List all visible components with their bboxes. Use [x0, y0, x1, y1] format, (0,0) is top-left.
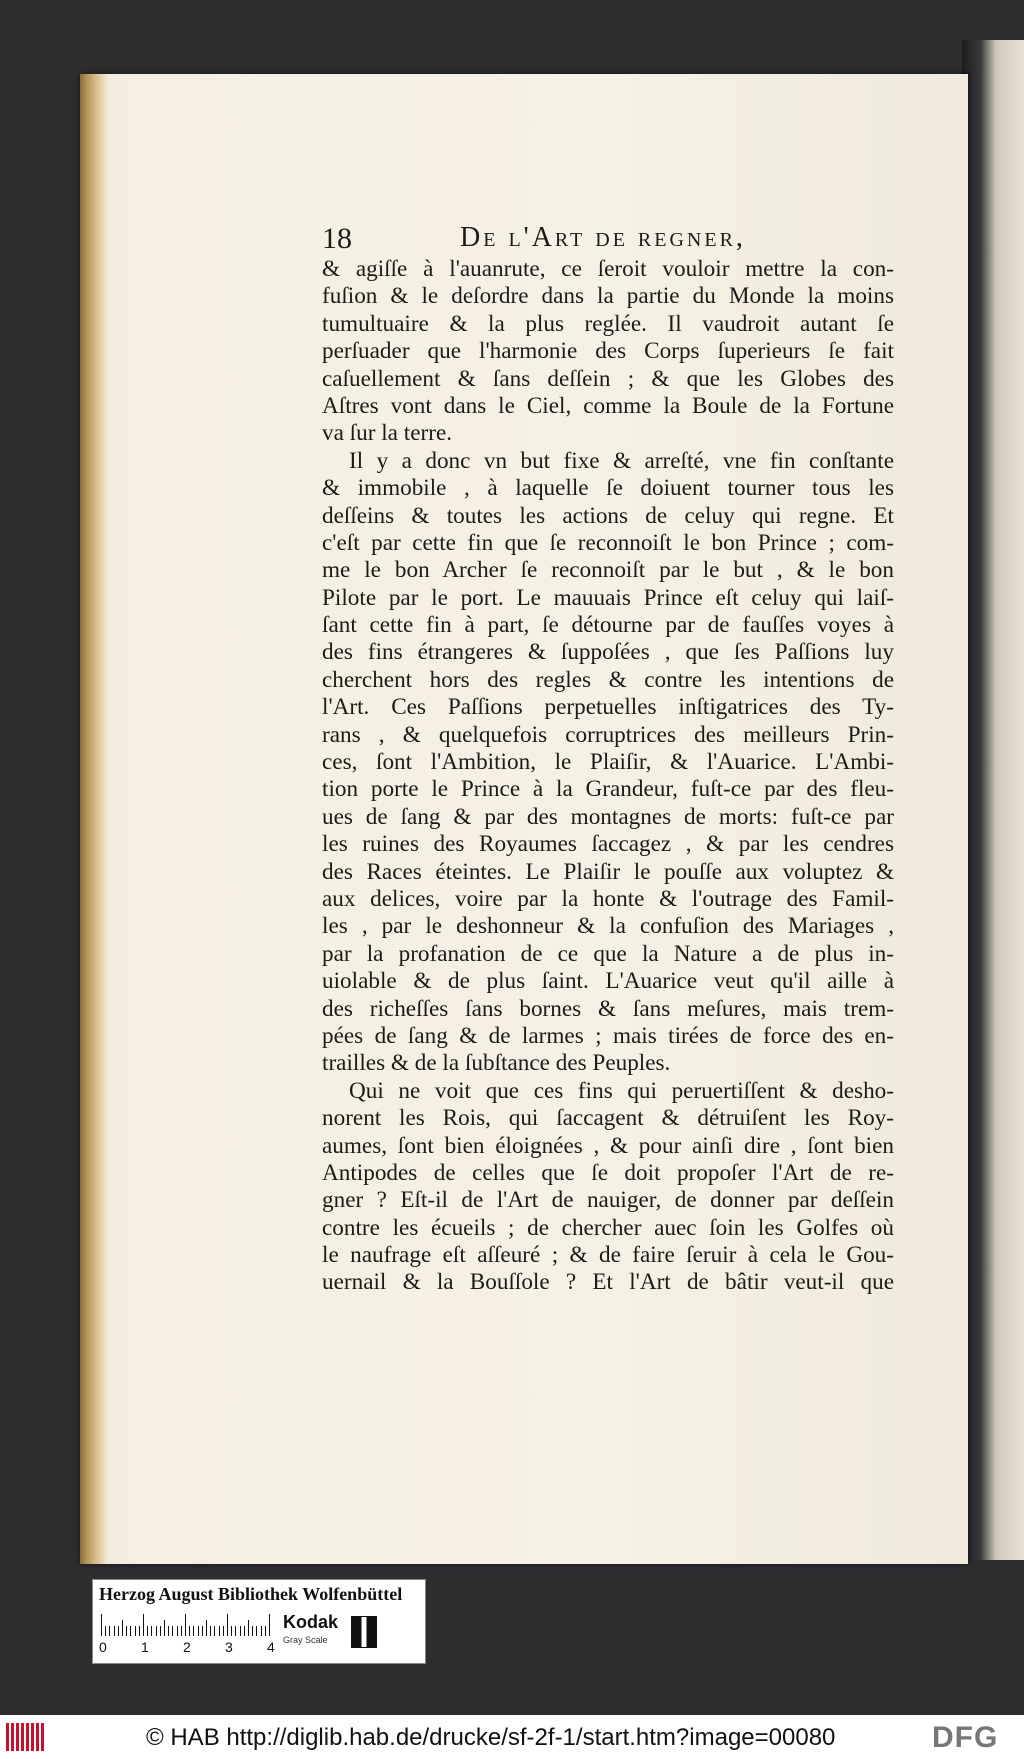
ruler-tick: [185, 1614, 186, 1636]
text-line: uiolable & de plus ſaint. L'Auarice veut qu'il aille à: [322, 968, 894, 995]
scale-number: 1: [141, 1639, 149, 1655]
text-line: des Races éteintes. Le Plaiſir le pouſſe aux voluptez &: [322, 858, 894, 885]
scale-number: 4: [267, 1639, 275, 1655]
ruler-tick: [143, 1614, 144, 1636]
text-line: trailles & de la ſubſtance des Peuples.: [322, 1050, 671, 1077]
ruler-tick: [193, 1626, 194, 1636]
text-line: Aſtres vont dans le Ciel, comme la Boule de la Fortune: [322, 392, 894, 419]
ruler-tick: [231, 1626, 232, 1636]
ruler-tick: [189, 1626, 190, 1636]
ruler-tick: [139, 1626, 140, 1636]
text-line: ces, ſont l'Ambition, le Plaiſir, & l'Auarice. L'Ambi-: [322, 749, 894, 776]
ruler-tick: [261, 1626, 262, 1636]
ruler-tick: [156, 1626, 157, 1636]
ruler-tick: [235, 1626, 236, 1636]
facing-page-edge: [962, 40, 1024, 1560]
ruler-tick: [177, 1626, 178, 1636]
gray-scale-label: Gray Scale: [283, 1635, 328, 1645]
text-line: contre les écueils ; de chercher auec ſoin les Golfes où: [322, 1214, 894, 1241]
page-number: 18: [322, 222, 352, 255]
library-name: Herzog August Bibliothek Wolfenbüttel: [99, 1584, 403, 1604]
text-line: les ruines des Royaumes ſaccagez , & par les cendres: [322, 831, 894, 858]
ruler-tick: [118, 1626, 119, 1636]
gray-patch: [351, 1616, 377, 1648]
ruler-tick: [202, 1626, 203, 1636]
text-line: perſuader que l'harmonie des Corps ſuperieurs ſe fait: [322, 338, 894, 365]
text-line: pées de ſang & de larmes ; mais tirées de force des en-: [322, 1022, 894, 1049]
ruler-tick: [252, 1626, 253, 1636]
text-line: des richeſſes ſans bornes & ſans meſures, mais trem-: [322, 995, 894, 1022]
ruler-tick: [223, 1626, 224, 1636]
ruler-tick: [164, 1620, 165, 1636]
color-calibration-bar: [92, 1579, 426, 1664]
ruler-tick: [227, 1614, 228, 1636]
text-line: va ſur la terre.: [322, 420, 453, 447]
text-line: & immobile , à laquelle ſe doiuent tourner tous les: [322, 475, 894, 502]
text-line: Qui ne voit que ces fins qui peruertiſſent & desho-: [349, 1077, 894, 1104]
ruler-tick: [135, 1626, 136, 1636]
body-text: [322, 256, 894, 1297]
ruler-tick: [151, 1626, 152, 1636]
text-line: tion porte le Prince à la Grandeur, fuſt-ce par des fleu-: [322, 776, 894, 803]
text-line: le naufrage eſt aſſeuré ; & de faire ſeruir à cela le Gou-: [322, 1242, 894, 1269]
ruler-tick: [240, 1626, 241, 1636]
text-line: aumes, ſont bien éloignées , & pour ainſi dire , ſont bien: [322, 1132, 894, 1159]
text-line: aux delices, voire par la honte & l'outrage des Famil-: [322, 885, 894, 912]
ruler-tick: [172, 1626, 173, 1636]
ruler-tick: [206, 1620, 207, 1636]
kodak-logo: Kodak: [283, 1612, 339, 1632]
text-line: tumultuaire & la plus reglée. Il vaudroit autant ſe: [322, 310, 894, 337]
ruler-tick: [130, 1626, 131, 1636]
ruler-tick: [101, 1614, 102, 1636]
text-line: norent les Rois, qui ſaccagent & détruiſent les Roy-: [322, 1105, 894, 1132]
ruler-tick: [126, 1626, 127, 1636]
running-title: De l'Art de regner,: [460, 222, 746, 253]
text-line: cherchent hors des regles & contre les intentions de: [322, 666, 894, 693]
text-line: fuſion & le deſordre dans la partie du Monde la moins: [322, 283, 894, 310]
text-line: c'eſt par cette fin que ſe reconnoiſt le bon Prince ; com-: [322, 529, 894, 556]
hab-logo-icon: [6, 1723, 46, 1751]
ruler-tick: [109, 1626, 110, 1636]
scale-number: 3: [225, 1639, 233, 1655]
ruler-tick: [256, 1626, 257, 1636]
ruler-tick: [219, 1626, 220, 1636]
text-line: me le bon Archer ſe reconnoiſt par le but , & le bon: [322, 557, 894, 584]
ruler-tick: [122, 1620, 123, 1636]
footer-url[interactable]: © HAB http://diglib.hab.de/drucke/sf-2f-1/start.htm?image=00080: [146, 1724, 836, 1751]
text-line: rans , & quelquefois corruptrices des meilleurs Prin-: [322, 721, 894, 748]
ruler-tick: [248, 1620, 249, 1636]
ruler-tick: [160, 1626, 161, 1636]
text-line: deſſeins & toutes les actions de celuy qui regne. Et: [322, 502, 894, 529]
text-line: par la profanation de ce que la Nature a de plus in-: [322, 940, 894, 967]
text-line: gner ? Eſt-il de l'Art de nauiger, de donner par deſſein: [322, 1187, 894, 1214]
scale-number: 0: [99, 1639, 107, 1655]
dfg-logo: DFG: [932, 1721, 999, 1754]
ruler-tick: [105, 1626, 106, 1636]
ruler-tick: [269, 1614, 270, 1636]
text-line: Antipodes de celles que ſe doit propoſer l'Art de re-: [322, 1159, 894, 1186]
ruler-tick: [210, 1626, 211, 1636]
ruler-tick: [114, 1626, 115, 1636]
text-line: les , par le deshonneur & la confuſion des Mariages ,: [322, 913, 894, 940]
ruler-tick: [181, 1626, 182, 1636]
text-line: Pilote par le port. Le mauuais Prince eſt celuy qui laiſ-: [322, 584, 894, 611]
ruler-tick: [168, 1626, 169, 1636]
text-line: & agiſſe à l'auanrute, ce ſeroit vouloir mettre la con-: [322, 256, 894, 282]
text-line: des fins étrangeres & ſuppoſées , que ſes Paſſions luy: [322, 639, 894, 666]
text-line: Il y a donc vn but fixe & arreſté, vne fin conſtante: [349, 447, 894, 474]
text-line: l'Art. Ces Paſſions perpetuelles inſtigatrices des Ty-: [322, 694, 894, 721]
text-line: ues de ſang & par des montagnes de morts: fuſt-ce par: [322, 803, 894, 830]
scale-number: 2: [183, 1639, 191, 1655]
ruler-tick: [198, 1626, 199, 1636]
footer-bar: [0, 1715, 1024, 1759]
ruler-tick: [147, 1626, 148, 1636]
ruler-tick: [214, 1626, 215, 1636]
ruler-tick: [244, 1626, 245, 1636]
text-line: uernail & la Bouſſole ? Et l'Art de bâtir veut-il que: [322, 1269, 894, 1296]
ruler-tick: [265, 1626, 266, 1636]
text-line: caſuellement & ſans deſſein ; & que les Globes des: [322, 365, 894, 392]
text-line: ſant cette fin à part, ſe détourne par de fauſſes voyes à: [322, 612, 894, 639]
